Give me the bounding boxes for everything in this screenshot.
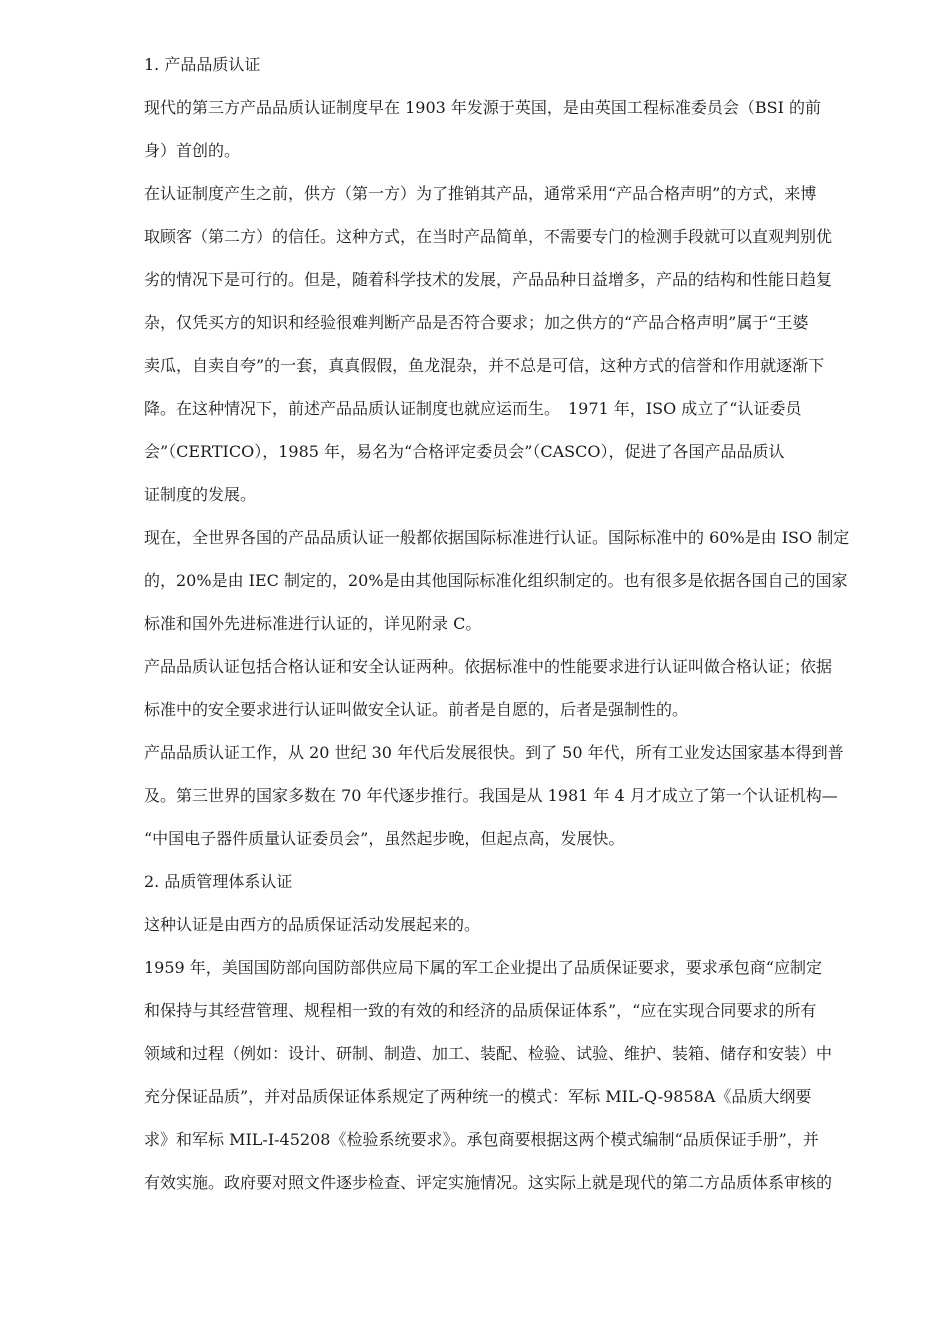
text-line: 现代的第三方产品品质认证制度早在 1903 年发源于英国，是由英国工程标准委员会（BSI 的前 — [144, 98, 822, 117]
section-heading-product-certification: 1. 产品品质认证 — [144, 55, 261, 74]
text-line: 这种认证是由西方的品质保证活动发展起来的。 — [144, 915, 481, 934]
text-line: 标准和国外先进标准进行认证的，详见附录 C。 — [144, 614, 482, 633]
text-line: 在认证制度产生之前，供方（第一方）为了推销其产品，通常采用“产品合格声明”的方式，来博 — [144, 184, 817, 203]
text-line: 卖瓜，自卖自夸”的一套，真真假假，鱼龙混杂，并不总是可信，这种方式的信誉和作用就逐渐下 — [144, 356, 825, 375]
text-line: “中国电子器件质量认证委员会”，虽然起步晚，但起点高，发展快。 — [144, 829, 625, 848]
text-line: 有效实施。政府要对照文件逐步检查、评定实施情况。这实际上就是现代的第二方品质体系审核的 — [144, 1173, 833, 1192]
text-line: 产品品质认证包括合格认证和安全认证两种。依据标准中的性能要求进行认证叫做合格认证；依据 — [144, 657, 833, 676]
text-line: 领域和过程（例如：设计、研制、制造、加工、装配、检验、试验、维护、装箱、储存和安装）中 — [144, 1044, 833, 1063]
text-line: 的，20%是由 IEC 制定的，20%是由其他国际标准化组织制定的。也有很多是依据各国自己的国家 — [144, 571, 848, 590]
text-line: 标准中的安全要求进行认证叫做安全认证。前者是自愿的，后者是强制性的。 — [144, 700, 689, 719]
text-line: 身）首创的。 — [144, 141, 241, 160]
text-line: 及。第三世界的国家多数在 70 年代逐步推行。我国是从 1981 年 4 月才成立了第一个认证机构— — [144, 786, 838, 805]
text-line: 证制度的发展。 — [144, 485, 257, 504]
text-line: 现在，全世界各国的产品品质认证一般都依据国际标准进行认证。国际标准中的 60%是由 ISO 制定 — [144, 528, 850, 547]
section-heading-quality-management-certification: 2. 品质管理体系认证 — [144, 872, 293, 891]
text-line: 和保持与其经营管理、规程相一致的有效的和经济的品质保证体系”，“应在实现合同要求的所有 — [144, 1001, 817, 1020]
text-line: 求》和军标 MIL-I-45208《检验系统要求》。承包商要根据这两个模式编制“品质保证手册”，并 — [144, 1130, 819, 1149]
text-line: 取顾客（第二方）的信任。这种方式，在当时产品简单，不需要专门的检测手段就可以直观判别优 — [144, 227, 833, 246]
text-line: 会”（CERTICO），1985 年，易名为“合格评定委员会”（CASCO），促进了各国产品品质认 — [144, 442, 785, 461]
text-line: 产品品质认证工作，从 20 世纪 30 年代后发展很快。到了 50 年代，所有工业发达国家基本得到普 — [144, 743, 844, 762]
document-page — [144, 43, 884, 1204]
text-line: 降。在这种情况下，前述产品品质认证制度也就应运而生。 1971 年，ISO 成立了“认证委员 — [144, 399, 802, 418]
text-line: 杂，仅凭买方的知识和经验很难判断产品是否符合要求；加之供方的“产品合格声明”属于“王婆 — [144, 313, 809, 332]
text-line: 劣的情况下是可行的。但是，随着科学技术的发展，产品品种日益增多，产品的结构和性能日趋复 — [144, 270, 833, 289]
text-line: 1959 年，美国国防部向国防部供应局下属的军工企业提出了品质保证要求，要求承包商“应制定 — [144, 958, 822, 977]
text-line: 充分保证品质”，并对品质保证体系规定了两种统一的模式：军标 MIL-Q-9858A《品质大纲要 — [144, 1087, 812, 1106]
